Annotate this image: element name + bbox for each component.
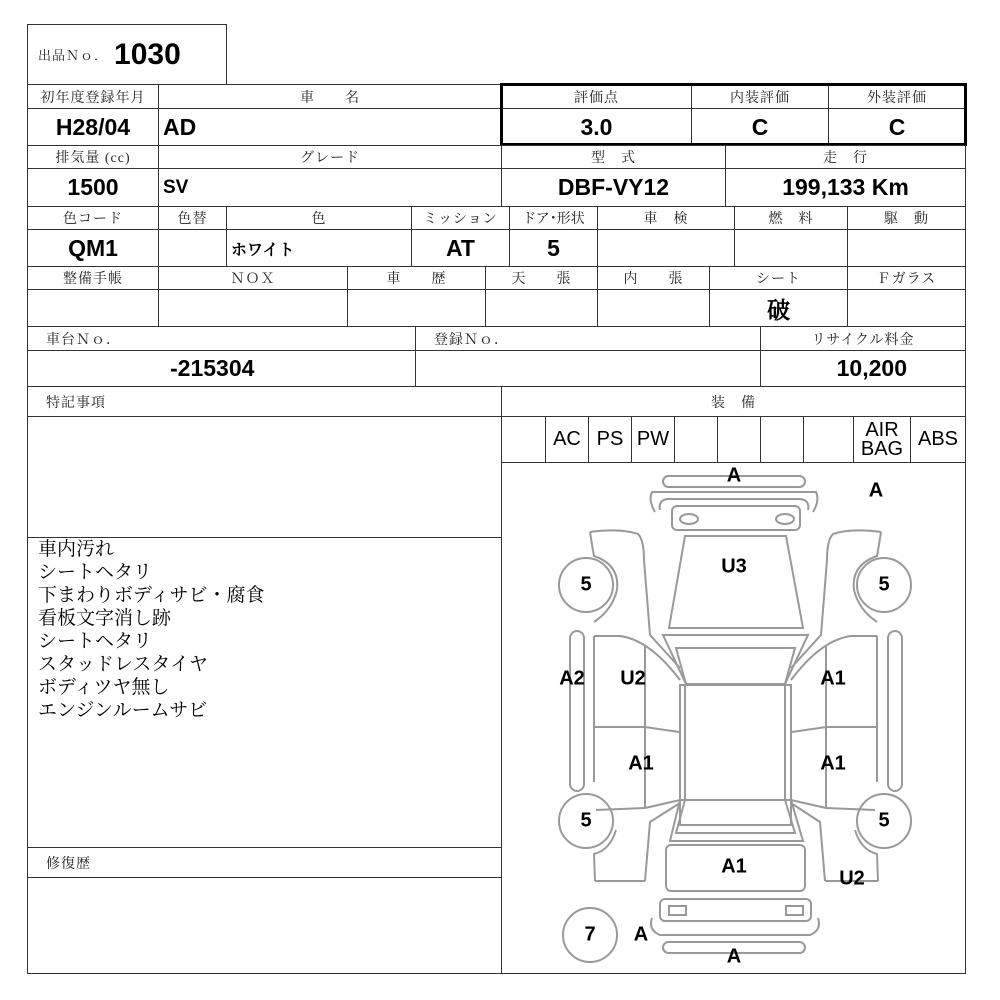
model-code-header: 型 式 <box>501 145 726 169</box>
seat-value: 破 <box>709 289 848 327</box>
nox-header: ＮＯＸ <box>158 266 348 290</box>
drive-header: 駆 動 <box>847 206 966 230</box>
car-name-header: 車 名 <box>158 84 502 109</box>
doors-value: 5 <box>509 229 598 267</box>
damage-front-bumper-bar: A <box>726 464 742 487</box>
equipment-ac: AC <box>545 416 589 463</box>
damage-left-rocker: A2 <box>559 667 585 690</box>
equipment-ps: PS <box>588 416 632 463</box>
grade-header: グレード <box>158 145 502 169</box>
damage-left-front-door: U2 <box>620 667 646 690</box>
damage-right-rear-quarter: U2 <box>839 867 865 890</box>
lot-number: 1030 <box>114 37 181 71</box>
transmission-value: AT <box>411 229 510 267</box>
maintenance-book-header: 整備手帳 <box>27 266 159 290</box>
note-item: ボディツヤ無し <box>38 677 170 698</box>
note-item: スタッドレスタイヤ <box>38 654 209 675</box>
note-item: 車内汚れ <box>38 539 115 560</box>
displacement-value: 1500 <box>27 168 159 207</box>
repair-history-header: 修復歴 <box>27 847 502 878</box>
note-item: 看板文字消し跡 <box>38 608 172 629</box>
notes-header: 特記事項 <box>27 386 502 417</box>
car-name-value: AD <box>158 108 502 146</box>
damage-right-rear-door: A1 <box>820 752 846 775</box>
displacement-header: 排気量 (cc) <box>27 145 159 169</box>
recycle-fee-value: 10,200 <box>760 350 966 387</box>
equipment-pw: PW <box>631 416 675 463</box>
headliner-header: 天 張 <box>485 266 598 290</box>
fuel-header: 燃 料 <box>734 206 848 230</box>
mileage-header: 走 行 <box>725 145 966 169</box>
interior-grade-value: C <box>691 108 829 146</box>
first-registration-value: H28/04 <box>27 108 159 146</box>
registration-number-header: 登録Ｎｏ． <box>415 326 761 351</box>
equipment-header: 装 備 <box>501 386 966 417</box>
tire-rear-left-tread: 5 <box>580 809 592 832</box>
seat-header: シート <box>709 266 848 290</box>
tire-rear-right-tread: 5 <box>878 809 890 832</box>
damage-rear-bumper-bar: A <box>726 945 742 968</box>
transmission-header: ミッション <box>411 206 510 230</box>
interior-grade-header: 内装評価 <box>691 84 829 109</box>
note-item: 下まわりボディサビ・腐食 <box>38 585 265 606</box>
damage-trunk: A1 <box>721 855 747 878</box>
first-registration-header: 初年度登録年月 <box>27 84 159 109</box>
exterior-grade-header: 外装評価 <box>828 84 966 109</box>
grade-value: SV <box>158 168 502 207</box>
history-header: 車 歴 <box>347 266 486 290</box>
damage-hood: U3 <box>721 555 747 578</box>
front-glass-header: Ｆガラス <box>847 266 966 290</box>
recycle-fee-header: リサイクル料金 <box>760 326 966 351</box>
tire-front-right-tread: 5 <box>878 573 890 596</box>
mileage-value: 199,133 Km <box>725 168 966 207</box>
color-value: ホワイト <box>226 229 412 267</box>
color-code-header: 色コード <box>27 206 159 230</box>
color-code-value: QM1 <box>27 229 159 267</box>
interior-trim-header: 内 張 <box>597 266 710 290</box>
spare-tire-tread: 7 <box>584 923 596 946</box>
damage-front-right-corner: A <box>868 479 884 502</box>
chassis-number-header: 車台Ｎｏ． <box>27 326 416 351</box>
note-item: シートヘタリ <box>38 631 153 652</box>
lot-label: 出品Ｎｏ． <box>38 48 109 63</box>
model-code-value: DBF-VY12 <box>501 168 726 207</box>
damage-right-front-door: A1 <box>820 667 846 690</box>
color-header: 色 <box>226 206 412 230</box>
chassis-number-value: -215304 <box>27 350 416 387</box>
note-item: シートヘタリ <box>38 562 153 583</box>
note-item: エンジンルームサビ <box>38 700 208 721</box>
damage-left-rear-door: A1 <box>628 752 654 775</box>
tire-front-left-tread: 5 <box>580 573 592 596</box>
equipment-abs: ABS <box>910 416 966 463</box>
score-value: 3.0 <box>501 108 692 146</box>
inspection-header: 車 検 <box>597 206 735 230</box>
color-change-header: 色替 <box>158 206 227 230</box>
exterior-grade-value: C <box>828 108 966 146</box>
doors-header: ドア･形状 <box>509 206 598 230</box>
damage-rear-bumper: A <box>633 923 649 946</box>
score-header: 評価点 <box>501 84 692 109</box>
equipment-airbag: AIR BAG <box>853 416 911 463</box>
